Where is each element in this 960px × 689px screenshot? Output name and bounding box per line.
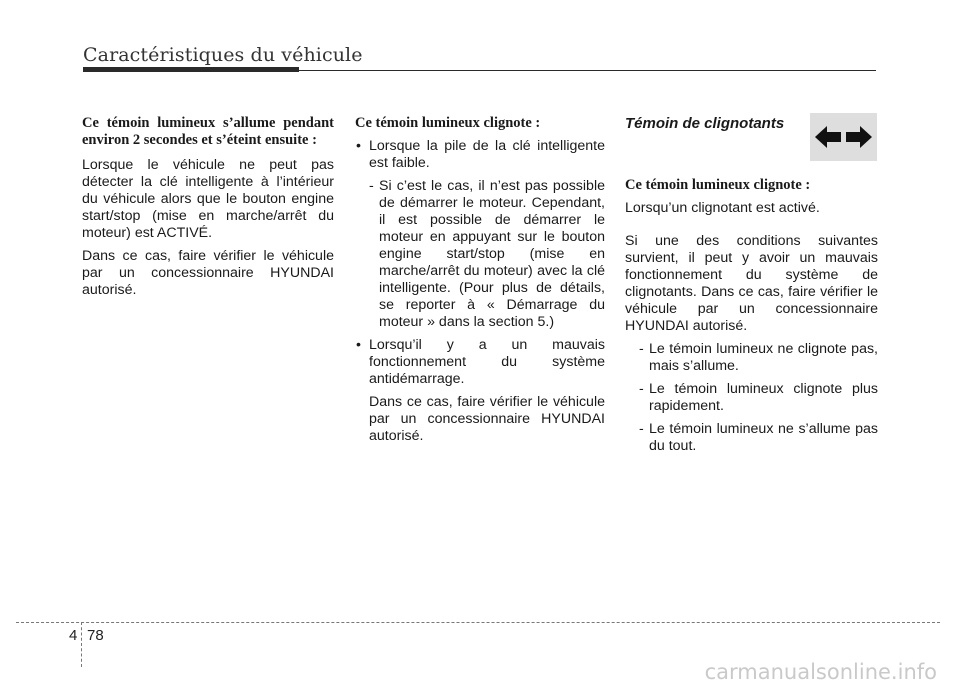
column-1 [82,115,334,299]
col3-heading: Ce témoin lumineux clignote : [625,177,811,193]
col2-bullet-2: • Lorsqu’il y a un mauvais fonctionnement du système antidémarrage. [355,337,605,388]
col1-heading: Ce témoin lumineux s’allume pendant environ 2 secondes et s’éteint ensuite : [82,115,334,148]
col3-item-3: - Le témoin lumineux ne s’allume pas du tout. [625,421,878,455]
column-2 [355,115,605,445]
page-number: 78 [87,627,104,644]
col2-paragraph-1: Dans ce cas, faire vérifier le véhicule par un concessionnaire HYUNDAI autorisé. [369,394,605,444]
col3-item-2: - Le témoin lumineux clignote plus rapidement. [625,381,878,415]
col1-paragraph-1: Lorsque le véhicule ne peut pas détecter la clé intelligente à l’intérieur du véhicule alors que le bouton engine start/stop (mise en marche/arrêt du moteur) est ACTIVÉ. [82,157,334,241]
header-rule-thin [83,70,876,71]
col1-paragraph-2: Dans ce cas, faire vérifier le véhicule par un concessionnaire HYUNDAI autorisé. [82,248,334,298]
chapter-number: 4 [69,627,78,644]
turn-signal-arrows-icon [810,113,877,161]
footer-rule [16,622,940,623]
col2-bullet-1: • Lorsque la pile de la clé intelligente est faible. [355,138,605,172]
page-header-title: Caractéristiques du véhicule [83,44,363,66]
column-3 [625,115,878,455]
watermark: carmanualsonline.info [704,660,937,684]
col2-dash-1: - Si c’est le cas, il n’est pas possible de démarrer le moteur. Cependant, il est possible de démarrer le moteur en appuyant sur le bouton engine start/stop (mise en marche/arrêt du moteur) avec la clé intelligente. (Pour plus de détails, se reporter à « Démarrage du moteur » dans la section 5.) [355,178,605,331]
footer-divider [81,622,82,667]
col3-paragraph-1: Lorsqu’un clignotant est activé. [625,200,820,216]
col2-heading: Ce témoin lumineux clignote : [355,115,541,131]
section-title: Témoin de clignotants [625,115,785,132]
col3-item-1: - Le témoin lumineux ne clignote pas, mais s’allume. [625,341,878,375]
col3-paragraph-2: Si une des conditions suivantes survient, il peut y avoir un mauvais fonctionnement du système de clignotants. Dans ce cas, faire vérifier le véhicule par un concessionnaire HYUNDAI autorisé. [625,233,878,334]
